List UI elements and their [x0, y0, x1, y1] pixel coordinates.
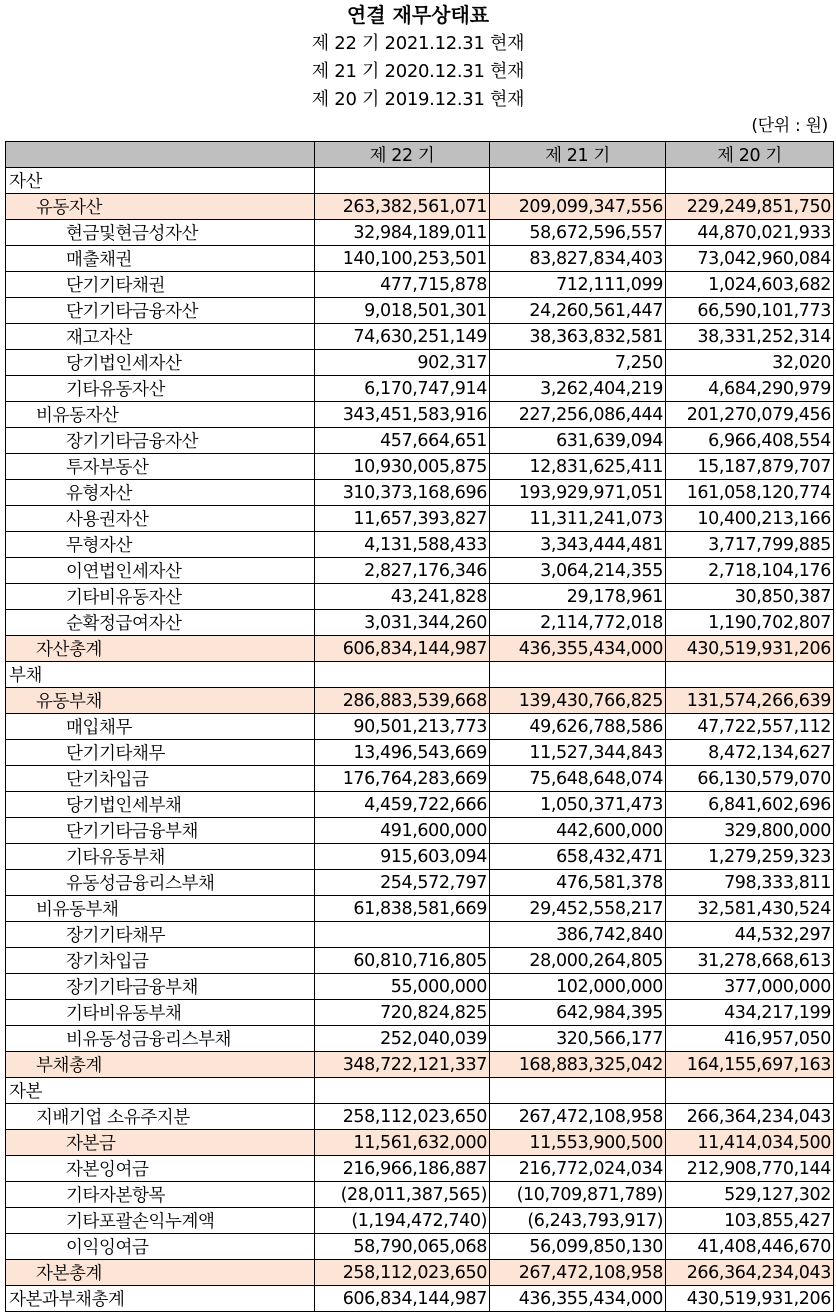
row-value: 266,364,234,043 [666, 1104, 834, 1130]
row-label: 이익잉여금 [6, 1234, 315, 1260]
statement-header [0, 0, 836, 114]
row-label: 단기기타금융자산 [6, 298, 315, 324]
row-value: 286,883,539,668 [315, 688, 490, 714]
table-row [6, 584, 834, 610]
balance-sheet-table [5, 141, 834, 1312]
row-value: 3,343,444,481 [490, 532, 666, 558]
column-header-label [6, 142, 315, 168]
row-label: 기타자본항목 [6, 1182, 315, 1208]
row-label: 기타비유동부채 [6, 1000, 315, 1026]
row-label: 자본잉여금 [6, 1156, 315, 1182]
row-value: 168,883,325,042 [490, 1052, 666, 1078]
row-value: 140,100,253,501 [315, 246, 490, 272]
table-row [6, 402, 834, 428]
row-value: 1,024,603,682 [666, 272, 834, 298]
table-row [6, 532, 834, 558]
table-row [6, 1156, 834, 1182]
row-value: 75,648,648,074 [490, 766, 666, 792]
row-value: 606,834,144,987 [315, 636, 490, 662]
table-row [6, 1052, 834, 1078]
row-value: 24,260,561,447 [490, 298, 666, 324]
row-label: 자산총계 [6, 636, 315, 662]
row-label: 재고자산 [6, 324, 315, 350]
row-value: 258,112,023,650 [315, 1104, 490, 1130]
table-row [6, 1078, 834, 1104]
row-value: 631,639,094 [490, 428, 666, 454]
table-header-row [6, 142, 834, 168]
table-row [6, 168, 834, 194]
row-value: 436,355,434,000 [490, 1286, 666, 1312]
table-row [6, 974, 834, 1000]
row-label: 단기기타금융부채 [6, 818, 315, 844]
row-value: 11,657,393,827 [315, 506, 490, 532]
table-row [6, 1234, 834, 1260]
table-row [6, 194, 834, 220]
row-label: 부채 [6, 662, 315, 688]
table-row [6, 948, 834, 974]
row-value [666, 1078, 834, 1104]
table-row [6, 506, 834, 532]
row-value: 606,834,144,987 [315, 1286, 490, 1312]
row-label: 기타유동부채 [6, 844, 315, 870]
table-row [6, 1000, 834, 1026]
row-value: 164,155,697,163 [666, 1052, 834, 1078]
row-value: 10,930,005,875 [315, 454, 490, 480]
row-value: 642,984,395 [490, 1000, 666, 1026]
row-value: 267,472,108,958 [490, 1104, 666, 1130]
row-label: 단기기타채권 [6, 272, 315, 298]
row-value: 11,553,900,500 [490, 1130, 666, 1156]
table-row [6, 298, 834, 324]
row-value: 491,600,000 [315, 818, 490, 844]
row-value: 348,722,121,337 [315, 1052, 490, 1078]
row-value: 1,279,259,323 [666, 844, 834, 870]
row-value: 436,355,434,000 [490, 636, 666, 662]
row-value: 902,317 [315, 350, 490, 376]
row-value: (28,011,387,565) [315, 1182, 490, 1208]
row-value: 28,000,264,805 [490, 948, 666, 974]
row-value: 216,772,024,034 [490, 1156, 666, 1182]
table-row [6, 220, 834, 246]
table-row [6, 1104, 834, 1130]
row-label: 비유동부채 [6, 896, 315, 922]
table-row [6, 1208, 834, 1234]
row-value [490, 662, 666, 688]
row-value: 29,178,961 [490, 584, 666, 610]
row-value [315, 662, 490, 688]
table-row [6, 714, 834, 740]
row-label: 투자부동산 [6, 454, 315, 480]
row-value: 12,831,625,411 [490, 454, 666, 480]
row-value: 720,824,825 [315, 1000, 490, 1026]
row-value: 310,373,168,696 [315, 480, 490, 506]
row-value [315, 1078, 490, 1104]
row-value: 212,908,770,144 [666, 1156, 834, 1182]
row-value: 193,929,971,051 [490, 480, 666, 506]
row-label: 기타유동자산 [6, 376, 315, 402]
row-value: 3,717,799,885 [666, 532, 834, 558]
row-value: 11,527,344,843 [490, 740, 666, 766]
row-value: 416,957,050 [666, 1026, 834, 1052]
row-label: 유동부채 [6, 688, 315, 714]
row-value: 6,841,602,696 [666, 792, 834, 818]
row-label: 장기기타채무 [6, 922, 315, 948]
row-value: 66,590,101,773 [666, 298, 834, 324]
period-line: 제 20 기 2019.12.31 현재 [311, 89, 525, 110]
row-value: 1,190,702,807 [666, 610, 834, 636]
statement-title: 연결 재무상태표 [346, 3, 490, 27]
row-value: 477,715,878 [315, 272, 490, 298]
row-label: 매입채무 [6, 714, 315, 740]
row-value: 227,256,086,444 [490, 402, 666, 428]
table-row [6, 454, 834, 480]
row-value: 176,764,283,669 [315, 766, 490, 792]
row-value: 103,855,427 [666, 1208, 834, 1234]
row-label: 비유동성금융리스부채 [6, 1026, 315, 1052]
table-row [6, 870, 834, 896]
row-value: 131,574,266,639 [666, 688, 834, 714]
row-value: 430,519,931,206 [666, 636, 834, 662]
row-value: 139,430,766,825 [490, 688, 666, 714]
row-value [666, 168, 834, 194]
row-label: 장기기타금융자산 [6, 428, 315, 454]
row-value: 44,532,297 [666, 922, 834, 948]
row-value: 11,311,241,073 [490, 506, 666, 532]
row-label: 자산 [6, 168, 315, 194]
row-label: 매출채권 [6, 246, 315, 272]
row-value: 266,364,234,043 [666, 1260, 834, 1286]
row-value: 61,838,581,669 [315, 896, 490, 922]
table-row [6, 1260, 834, 1286]
row-value: 6,170,747,914 [315, 376, 490, 402]
row-value: 476,581,378 [490, 870, 666, 896]
table-row [6, 922, 834, 948]
row-value: 90,501,213,773 [315, 714, 490, 740]
row-label: 자본 [6, 1078, 315, 1104]
unit-label: (단위 : 원) [751, 116, 828, 136]
row-value: 9,018,501,301 [315, 298, 490, 324]
row-label: 현금및현금성자산 [6, 220, 315, 246]
row-value: (10,709,871,789) [490, 1182, 666, 1208]
row-value: 31,278,668,613 [666, 948, 834, 974]
table-row [6, 896, 834, 922]
row-label: 기타비유동자산 [6, 584, 315, 610]
row-value: 254,572,797 [315, 870, 490, 896]
period-line: 제 21 기 2020.12.31 현재 [311, 61, 525, 82]
row-label: 단기차입금 [6, 766, 315, 792]
table-row [6, 844, 834, 870]
table-row [6, 272, 834, 298]
row-value [315, 922, 490, 948]
table-row [6, 1026, 834, 1052]
row-value: 32,581,430,524 [666, 896, 834, 922]
row-value: 3,262,404,219 [490, 376, 666, 402]
row-value: 229,249,851,750 [666, 194, 834, 220]
table-row [6, 350, 834, 376]
row-value: 267,472,108,958 [490, 1260, 666, 1286]
table-row [6, 818, 834, 844]
row-value: 3,064,214,355 [490, 558, 666, 584]
row-value: 320,566,177 [490, 1026, 666, 1052]
row-label: 자본과부채총계 [6, 1286, 315, 1312]
row-label: 기타포괄손익누계액 [6, 1208, 315, 1234]
table-row [6, 246, 834, 272]
row-value [490, 168, 666, 194]
row-value: 38,331,252,314 [666, 324, 834, 350]
row-label: 사용권자산 [6, 506, 315, 532]
row-value [490, 1078, 666, 1104]
row-value: 10,400,213,166 [666, 506, 834, 532]
row-value: 29,452,558,217 [490, 896, 666, 922]
row-value: (1,194,472,740) [315, 1208, 490, 1234]
row-value: 529,127,302 [666, 1182, 834, 1208]
row-value: 343,451,583,916 [315, 402, 490, 428]
row-value: 430,519,931,206 [666, 1286, 834, 1312]
row-value: 56,099,850,130 [490, 1234, 666, 1260]
row-value: 252,040,039 [315, 1026, 490, 1052]
row-value: 73,042,960,084 [666, 246, 834, 272]
row-label: 단기기타채무 [6, 740, 315, 766]
table-row [6, 558, 834, 584]
row-value: 58,790,065,068 [315, 1234, 490, 1260]
row-value: 216,966,186,887 [315, 1156, 490, 1182]
row-value [666, 662, 834, 688]
table-row [6, 428, 834, 454]
row-label: 무형자산 [6, 532, 315, 558]
row-value: 13,496,543,669 [315, 740, 490, 766]
row-value: 11,414,034,500 [666, 1130, 834, 1156]
table-row [6, 324, 834, 350]
row-value: 263,382,561,071 [315, 194, 490, 220]
row-value: 4,684,290,979 [666, 376, 834, 402]
table-row [6, 1286, 834, 1312]
row-value: 60,810,716,805 [315, 948, 490, 974]
row-label: 부채총계 [6, 1052, 315, 1078]
row-value: 49,626,788,586 [490, 714, 666, 740]
table-row [6, 480, 834, 506]
table-row [6, 1182, 834, 1208]
column-header-period-20: 제 20 기 [666, 142, 834, 168]
period-line: 제 22 기 2021.12.31 현재 [311, 33, 525, 54]
row-value: 258,112,023,650 [315, 1260, 490, 1286]
row-value: 74,630,251,149 [315, 324, 490, 350]
row-value: 58,672,596,557 [490, 220, 666, 246]
row-value: 44,870,021,933 [666, 220, 834, 246]
row-value: 30,850,387 [666, 584, 834, 610]
row-label: 유형자산 [6, 480, 315, 506]
row-label: 장기차입금 [6, 948, 315, 974]
row-value: 329,800,000 [666, 818, 834, 844]
row-value: 55,000,000 [315, 974, 490, 1000]
row-value: 6,966,408,554 [666, 428, 834, 454]
table-row [6, 610, 834, 636]
row-value: 43,241,828 [315, 584, 490, 610]
row-label: 이연법인세자산 [6, 558, 315, 584]
row-value: 1,050,371,473 [490, 792, 666, 818]
row-label: 비유동자산 [6, 402, 315, 428]
row-value: 798,333,811 [666, 870, 834, 896]
table-row [6, 1130, 834, 1156]
row-value: 3,031,344,260 [315, 610, 490, 636]
column-header-period-22: 제 22 기 [315, 142, 490, 168]
row-label: 당기법인세부채 [6, 792, 315, 818]
row-value: 47,722,557,112 [666, 714, 834, 740]
row-value: 32,020 [666, 350, 834, 376]
row-value: 712,111,099 [490, 272, 666, 298]
row-value: 434,217,199 [666, 1000, 834, 1026]
row-label: 지배기업 소유주지분 [6, 1104, 315, 1130]
row-value: 2,114,772,018 [490, 610, 666, 636]
row-value: 15,187,879,707 [666, 454, 834, 480]
row-value: 41,408,446,670 [666, 1234, 834, 1260]
row-value: 386,742,840 [490, 922, 666, 948]
row-value: 161,058,120,774 [666, 480, 834, 506]
row-value: 102,000,000 [490, 974, 666, 1000]
table-body [6, 168, 834, 1312]
row-label: 당기법인세자산 [6, 350, 315, 376]
column-header-period-21: 제 21 기 [490, 142, 666, 168]
row-label: 순확정급여자산 [6, 610, 315, 636]
row-value: 66,130,579,070 [666, 766, 834, 792]
table-row [6, 688, 834, 714]
row-value [315, 168, 490, 194]
row-value: 4,459,722,666 [315, 792, 490, 818]
row-value: 658,432,471 [490, 844, 666, 870]
table-row [6, 636, 834, 662]
row-value: 2,827,176,346 [315, 558, 490, 584]
row-label: 장기기타금융부채 [6, 974, 315, 1000]
row-label: 유동성금융리스부채 [6, 870, 315, 896]
table-row [6, 662, 834, 688]
row-value: 201,270,079,456 [666, 402, 834, 428]
row-label: 자본금 [6, 1130, 315, 1156]
row-label: 유동자산 [6, 194, 315, 220]
row-value: 457,664,651 [315, 428, 490, 454]
table-row [6, 792, 834, 818]
row-value: (6,243,793,917) [490, 1208, 666, 1234]
row-value: 4,131,588,433 [315, 532, 490, 558]
row-value: 38,363,832,581 [490, 324, 666, 350]
row-value: 2,718,104,176 [666, 558, 834, 584]
row-value: 7,250 [490, 350, 666, 376]
table-row [6, 376, 834, 402]
row-value: 915,603,094 [315, 844, 490, 870]
row-value: 209,099,347,556 [490, 194, 666, 220]
row-label: 자본총계 [6, 1260, 315, 1286]
row-value: 442,600,000 [490, 818, 666, 844]
table-row [6, 766, 834, 792]
row-value: 11,561,632,000 [315, 1130, 490, 1156]
row-value: 32,984,189,011 [315, 220, 490, 246]
row-value: 8,472,134,627 [666, 740, 834, 766]
row-value: 377,000,000 [666, 974, 834, 1000]
table-row [6, 740, 834, 766]
row-value: 83,827,834,403 [490, 246, 666, 272]
